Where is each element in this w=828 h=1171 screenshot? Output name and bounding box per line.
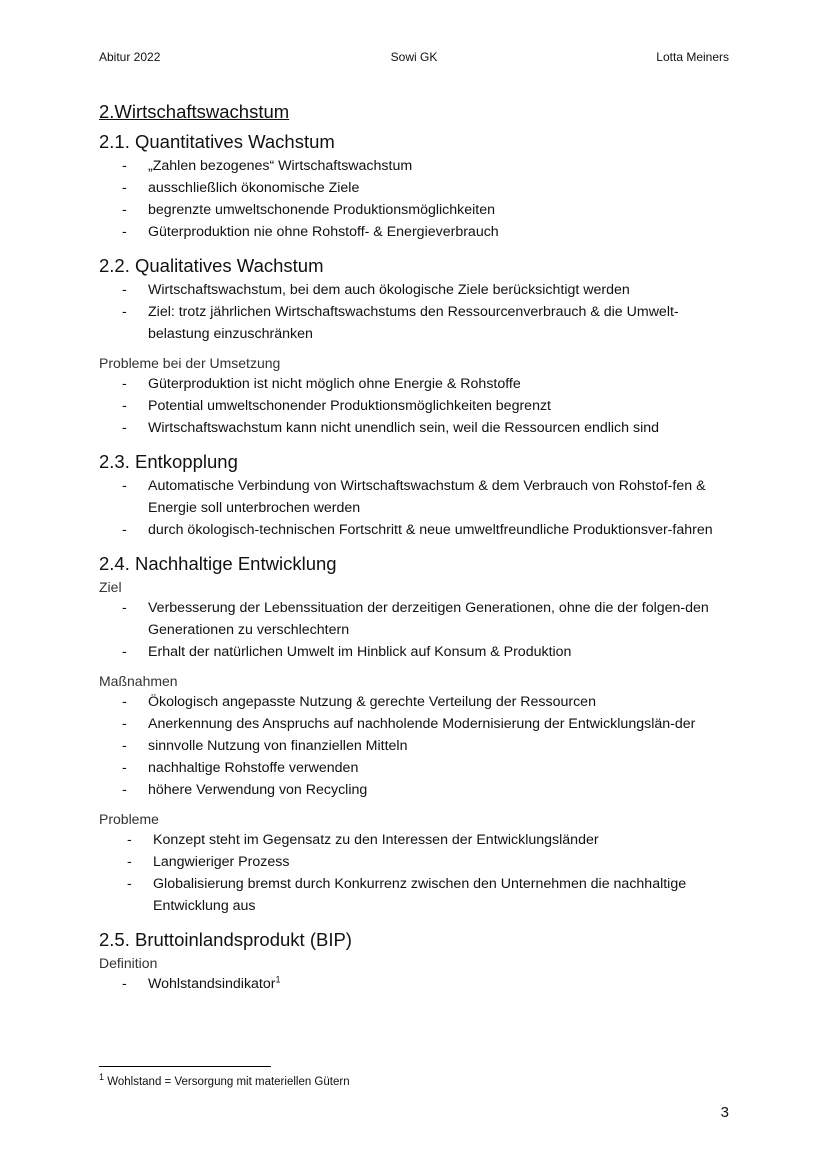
list-item: - Konzept steht im Gegensatz zu den Interessen der Entwicklungsländer (153, 829, 731, 851)
list-quantitative (99, 155, 731, 243)
list-item: - Langwieriger Prozess (153, 851, 731, 873)
list-item: - Ziel: trotz jährlichen Wirtschaftswachstums den Ressourcenverbrauch & die Umwelt-belastung einzuschränken (148, 301, 731, 345)
page-number: 3 (720, 1104, 729, 1121)
list-qualitative (99, 279, 731, 345)
list-item: - Automatische Verbindung von Wirtschaftswachstum & dem Verbrauch von Rohstof-fen & Energie soll unterbrochen werden (148, 475, 731, 519)
list-item: - Güterproduktion nie ohne Rohstoff- & Energieverbrauch (148, 221, 731, 243)
footnote (99, 1072, 350, 1088)
footnote-reference[interactable]: 1 (275, 974, 281, 985)
list-decoupling (99, 475, 731, 541)
document-body (99, 99, 731, 995)
list-item: - begrenzte umweltschonende Produktionsmöglichkeiten (148, 199, 731, 221)
section-heading-2-3: 2.3. Entkopplung (99, 451, 238, 472)
list-item: - nachhaltige Rohstoffe verwenden (148, 757, 731, 779)
list-item: - ausschließlich ökonomische Ziele (148, 177, 731, 199)
footnote-text: Wohlstand = Versorgung mit materiellen Gütern (107, 1076, 350, 1088)
list-item: - Erhalt der natürlichen Umwelt im Hinblick auf Konsum & Produktion (148, 641, 731, 663)
list-item (148, 973, 731, 995)
section-heading-2-4: 2.4. Nachhaltige Entwicklung (99, 553, 337, 574)
list-item: - Verbesserung der Lebenssituation der derzeitigen Generationen, ohne die der folgen-den Generationen zu verschlechtern (148, 597, 731, 641)
chapter-title: 2.Wirtschaftswachstum (99, 101, 290, 122)
header-center: Sowi GK (390, 50, 438, 64)
list-item: - Globalisierung bremst durch Konkurrenz zwischen den Unternehmen die nachhaltige Entwicklung aus (153, 873, 731, 917)
list-definition (99, 973, 731, 995)
list-measures (99, 691, 731, 801)
list-item: - „Zahlen bezogenes“ Wirtschaftswachstum (148, 155, 731, 177)
list-item: - Potential umweltschonender Produktionsmöglichkeiten begrenzt (148, 395, 731, 417)
footnote-divider (99, 1066, 271, 1067)
list-problems-implementation (99, 373, 731, 439)
list-item: - Wirtschaftswachstum, bei dem auch ökologische Ziele berücksichtigt werden (148, 279, 731, 301)
list-problems (99, 829, 731, 917)
section-heading-2-2: 2.2. Qualitatives Wachstum (99, 255, 324, 276)
definition-text: Wohlstandsindikator (148, 976, 276, 992)
list-item: - Ökologisch angepasste Nutzung & gerechte Verteilung der Ressourcen (148, 691, 731, 713)
footnote-mark: 1 (99, 1072, 105, 1083)
subheading-definition: Definition (99, 955, 158, 971)
page-header (99, 50, 729, 66)
list-item: - Anerkennung des Anspruchs auf nachholende Modernisierung der Entwicklungslän-der (148, 713, 731, 735)
subheading-goal: Ziel (99, 579, 122, 595)
list-item: - durch ökologisch-technischen Fortschritt & neue umweltfreundliche Produktionsver-fahren (148, 519, 731, 541)
subheading-problems-implementation: Probleme bei der Umsetzung (99, 355, 281, 371)
subheading-measures: Maßnahmen (99, 673, 178, 689)
list-goals (99, 597, 731, 663)
list-item: - höhere Verwendung von Recycling (148, 779, 731, 801)
section-heading-2-5: 2.5. Bruttoinlandsprodukt (BIP) (99, 929, 352, 950)
header-left: Abitur 2022 (99, 50, 161, 64)
list-item: - Güterproduktion ist nicht möglich ohne Energie & Rohstoffe (148, 373, 731, 395)
header-right: Lotta Meiners (656, 50, 729, 64)
list-item: - Wirtschaftswachstum kann nicht unendlich sein, weil die Ressourcen endlich sind (148, 417, 731, 439)
list-item: - sinnvolle Nutzung von finanziellen Mitteln (148, 735, 731, 757)
subheading-problems: Probleme (99, 811, 159, 827)
section-heading-2-1: 2.1. Quantitatives Wachstum (99, 131, 335, 152)
